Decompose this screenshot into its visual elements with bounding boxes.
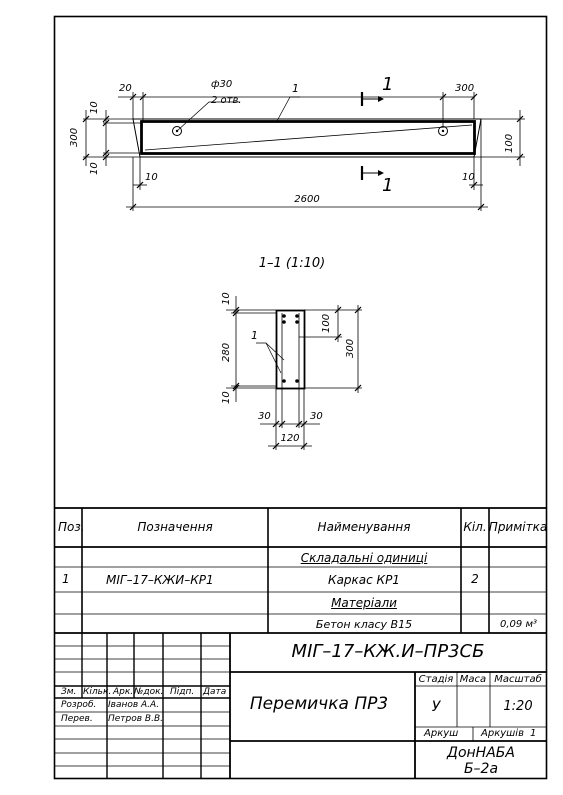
spec-header-pos: Поз. [58, 520, 85, 534]
dim-10-right: 10 [462, 172, 475, 183]
plan-diagonal-line [145, 125, 472, 150]
section-outline [277, 311, 305, 389]
section-dim-10-bottom: 10 [221, 391, 232, 404]
col-zm: Зм. [61, 687, 77, 697]
dim-10-b: 10 [89, 162, 100, 175]
name-checker: Петров В.В. [108, 714, 164, 724]
mass-label: Маса [459, 674, 487, 685]
col-data: Дата [203, 687, 227, 697]
section-mark-bottom: 1 [382, 175, 394, 196]
scale-value: 1:20 [503, 699, 533, 714]
sheet-label: Аркуш [424, 728, 459, 739]
section-dim-280: 280 [221, 342, 232, 362]
section-title: 1–1 (1:10) [258, 256, 326, 271]
dim-20: 20 [119, 83, 132, 94]
role-checker: Перев. [61, 714, 93, 724]
doc-code: МІГ–17–КЖ.И–ПР3СБ [291, 641, 485, 662]
org-line1: ДонНАБА [447, 745, 515, 761]
spec-header-note: Примітка [488, 520, 548, 534]
spec-row-section-materials: Матеріали [331, 596, 397, 610]
section-view [226, 296, 362, 450]
dim-10-left: 10 [145, 172, 158, 183]
col-ark: Арк. [113, 687, 134, 697]
plan-leader-label: 1 [292, 82, 299, 95]
spec-row3-note: 0,09 м³ [500, 619, 537, 630]
col-ndok: №док. [134, 687, 164, 697]
role-developer: Розроб. [61, 700, 97, 710]
spec-row1-pos: 1 [62, 572, 70, 586]
dim-10-a: 10 [89, 101, 100, 114]
spec-row1-designation: МІГ–17–КЖИ–КР1 [106, 573, 214, 587]
col-kilk: Кільк. [83, 687, 112, 697]
spec-header-designation: Позначення [137, 520, 213, 534]
section-dim-10-top: 10 [221, 292, 232, 305]
hole-diameter-label: ф30 [211, 79, 233, 90]
dim-2600: 2600 [294, 194, 320, 205]
spec-row-section-assemblies: Складальні одиниці [300, 551, 428, 565]
spec-header-qty: Кіл. [463, 520, 487, 534]
sheets-value: 1 [530, 728, 537, 739]
name-developer: Іванов А.А. [108, 700, 160, 710]
spec-header-name: Найменування [317, 520, 411, 534]
sheets-label: Аркушів [481, 728, 524, 739]
spec-row3-name: Бетон класу В15 [315, 618, 413, 631]
section-dim-120: 120 [280, 433, 300, 444]
col-pidp: Підп. [170, 687, 195, 697]
dim-100: 100 [504, 133, 515, 153]
scale-label: Масштаб [494, 674, 542, 685]
hole-count-label: 2 отв. [211, 95, 242, 106]
spec-row1-name: Каркас КР1 [328, 573, 400, 587]
stage-label: Стадія [418, 674, 454, 685]
stage-value: У [431, 699, 441, 715]
spec-row1-qty: 2 [471, 572, 479, 586]
section-dim-30-right: 30 [310, 411, 323, 422]
section-dim-30-left: 30 [258, 411, 271, 422]
sheet-frame [55, 17, 547, 779]
drawing-title: Перемичка ПР3 [249, 694, 389, 714]
section-mark-top: 1 [382, 74, 394, 95]
dim-300-top: 300 [455, 83, 475, 94]
section-dim-300: 300 [345, 338, 356, 358]
section-leader-label: 1 [251, 329, 258, 342]
org-line2: Б–2а [463, 761, 499, 777]
section-dim-100: 100 [321, 313, 332, 333]
dim-300-side: 300 [69, 127, 80, 147]
